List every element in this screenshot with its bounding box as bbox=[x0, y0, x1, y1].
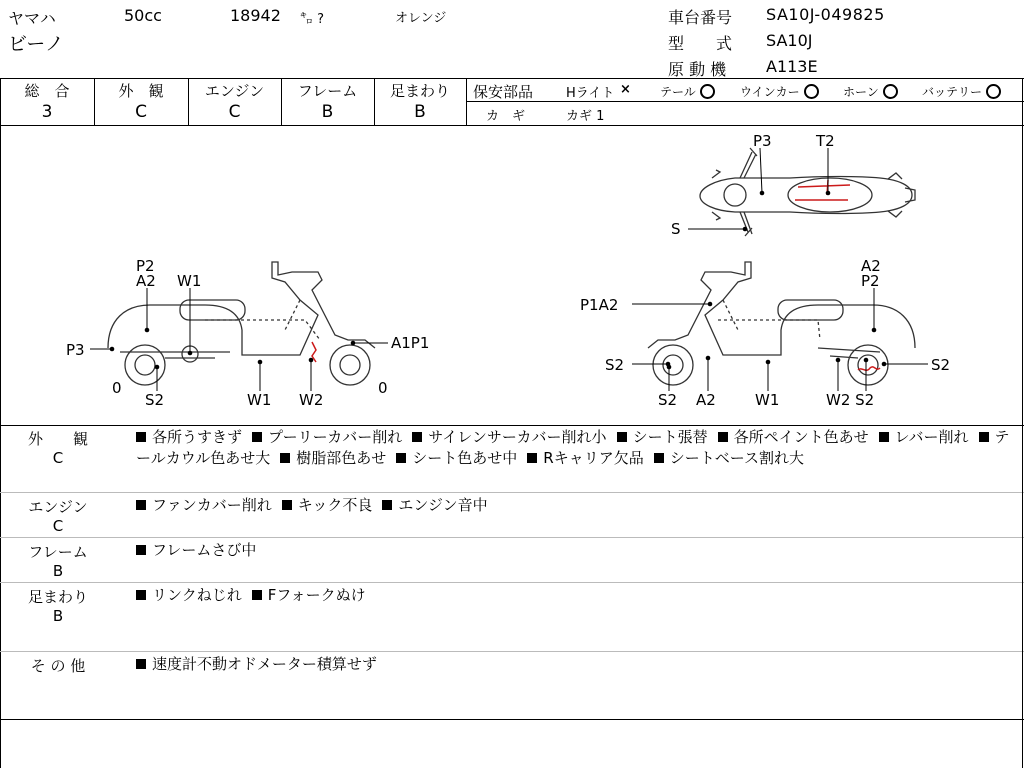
right-label-a2: A2 bbox=[861, 257, 881, 275]
remark-item: 各所うすきず bbox=[136, 428, 242, 446]
bullet-icon bbox=[252, 432, 262, 442]
bullet-icon bbox=[136, 590, 146, 600]
remark-item: シート色あせ中 bbox=[396, 449, 517, 467]
remarks-exterior-label: 外 観 bbox=[27, 430, 88, 448]
mileage: 18942 bbox=[230, 6, 281, 25]
remark-item: リンクねじれ bbox=[136, 586, 242, 604]
right-label-s2-rear: S2 bbox=[931, 356, 951, 374]
overall-value: 3 bbox=[41, 102, 53, 122]
remarks-engine-grade: C bbox=[52, 517, 64, 535]
exterior-label: 外 観 bbox=[118, 82, 164, 100]
engine-model-label: 原 動 機 bbox=[668, 60, 727, 79]
remarks-frame-list bbox=[136, 540, 1016, 561]
top-label-t2: T2 bbox=[816, 132, 835, 150]
top-label-s: S bbox=[671, 220, 681, 238]
headlight-label: Hライト bbox=[566, 86, 615, 101]
bullet-icon bbox=[527, 453, 537, 463]
winker-ok-icon bbox=[804, 84, 819, 99]
tail-label: テール bbox=[660, 85, 696, 99]
bullet-icon bbox=[412, 432, 422, 442]
top-view-scooter bbox=[700, 148, 915, 236]
remark-item: テールカウル色あせ大 bbox=[136, 428, 1010, 467]
frame-value: B bbox=[321, 102, 334, 122]
frame-no-value: SA10J-049825 bbox=[766, 5, 885, 24]
overall-label: 総 合 bbox=[24, 82, 70, 100]
remarks-engine-label: エンジン bbox=[28, 498, 88, 516]
right-label-a2-bottom: A2 bbox=[696, 391, 716, 409]
left-label-w1: W1 bbox=[177, 272, 202, 290]
right-label-p2: P2 bbox=[861, 272, 880, 290]
remarks-suspension-grade: B bbox=[52, 607, 64, 625]
leader-lines bbox=[90, 148, 928, 391]
exterior-value: C bbox=[135, 102, 147, 122]
bullet-icon bbox=[136, 545, 146, 555]
remark-item: Rキャリア欠品 bbox=[527, 449, 643, 467]
remark-item: シート張替 bbox=[617, 428, 708, 446]
safety-title: 保安部品 bbox=[473, 83, 534, 101]
mileage-unit: ㌔ ? bbox=[300, 12, 325, 27]
maker: ヤマハ bbox=[8, 9, 56, 28]
suspension-label: 足まわり bbox=[389, 82, 450, 100]
remarks-frame-grade: B bbox=[52, 562, 64, 580]
left-label-s2: S2 bbox=[145, 391, 165, 409]
right-label-w1: W1 bbox=[755, 391, 780, 409]
remark-item: サイレンサーカバー削れ小 bbox=[412, 428, 606, 446]
damage-mark-top-seat bbox=[795, 180, 850, 200]
model-name: ビーノ bbox=[8, 33, 64, 55]
bullet-icon bbox=[617, 432, 627, 442]
left-label-a1p1: A1P1 bbox=[391, 334, 430, 352]
right-label-s2-bottom: S2 bbox=[658, 391, 678, 409]
bullet-icon bbox=[136, 500, 146, 510]
top-label-p3: P3 bbox=[753, 132, 772, 150]
bullet-icon bbox=[654, 453, 664, 463]
remark-item: 樹脂部色あせ bbox=[280, 449, 386, 467]
key-label: カ ギ bbox=[486, 109, 526, 124]
remarks-suspension-label: 足まわり bbox=[27, 588, 88, 606]
left-label-p3: P3 bbox=[66, 341, 85, 359]
frame-no-label: 車台番号 bbox=[668, 8, 733, 27]
headlight-mark: × bbox=[620, 82, 631, 97]
leader-dots bbox=[110, 191, 887, 370]
bullet-icon bbox=[879, 432, 889, 442]
left-label-zero-rear: 0 bbox=[378, 379, 388, 397]
remark-item: エンジン音中 bbox=[382, 496, 487, 514]
bullet-icon bbox=[252, 590, 262, 600]
suspension-value: B bbox=[414, 102, 426, 122]
tail-ok-icon bbox=[700, 84, 715, 99]
right-label-w2s2: W2 S2 bbox=[826, 391, 875, 409]
damage-diagram bbox=[0, 126, 1024, 425]
remark-item: キック不良 bbox=[282, 496, 373, 514]
bullet-icon bbox=[979, 432, 989, 442]
engine-model-value: A113E bbox=[766, 57, 818, 76]
type-value: SA10J bbox=[766, 31, 813, 50]
battery-ok-icon bbox=[986, 84, 1001, 99]
engine-value: C bbox=[228, 102, 241, 122]
remark-item: ファンカバー削れ bbox=[136, 496, 272, 514]
left-label-zero-front: 0 bbox=[112, 379, 122, 397]
remark-item: フレームさび中 bbox=[136, 541, 256, 559]
left-label-p2: P2 bbox=[136, 257, 155, 275]
remarks-other-list bbox=[136, 654, 1016, 675]
remarks-exterior-list bbox=[136, 427, 1016, 469]
remark-item: 速度計不動オドメーター積算せず bbox=[136, 655, 377, 673]
right-label-s2-front: S2 bbox=[605, 356, 625, 374]
winker-label: ウインカー bbox=[740, 85, 800, 99]
horn-label: ホーン bbox=[843, 85, 879, 99]
frame-label: フレーム bbox=[297, 82, 358, 100]
displacement: 50cc bbox=[124, 6, 162, 25]
horn-ok-icon bbox=[883, 84, 898, 99]
key-value: カギ 1 bbox=[566, 109, 605, 124]
remarks-exterior-grade: C bbox=[52, 449, 64, 467]
left-label-a2: A2 bbox=[136, 272, 156, 290]
bullet-icon bbox=[280, 453, 290, 463]
bullet-icon bbox=[382, 500, 392, 510]
left-label-w1-bottom: W1 bbox=[247, 391, 272, 409]
bullet-icon bbox=[396, 453, 406, 463]
color: オレンジ bbox=[395, 11, 447, 26]
bullet-icon bbox=[282, 500, 292, 510]
remark-item: 各所ペイント色あせ bbox=[718, 428, 869, 446]
remark-item: シートベース割れ大 bbox=[654, 449, 804, 467]
left-label-w2: W2 bbox=[299, 391, 324, 409]
bullet-icon bbox=[136, 659, 146, 669]
remark-item: プーリーカバー削れ bbox=[252, 428, 402, 446]
remarks-other-label: そ の 他 bbox=[30, 657, 86, 675]
remarks-frame-label: フレーム bbox=[28, 543, 88, 561]
battery-label: バッテリー bbox=[922, 85, 983, 99]
engine-label: エンジン bbox=[204, 82, 265, 100]
bullet-icon bbox=[136, 432, 146, 442]
right-label-p1a2: P1A2 bbox=[580, 296, 619, 314]
remark-item: Fフォークぬけ bbox=[252, 586, 366, 604]
remarks-suspension-list bbox=[136, 585, 1016, 606]
bullet-icon bbox=[718, 432, 728, 442]
remark-item: レバー削れ bbox=[879, 428, 969, 446]
type-label: 型 式 bbox=[668, 34, 733, 53]
remarks-engine-list bbox=[136, 495, 1016, 516]
